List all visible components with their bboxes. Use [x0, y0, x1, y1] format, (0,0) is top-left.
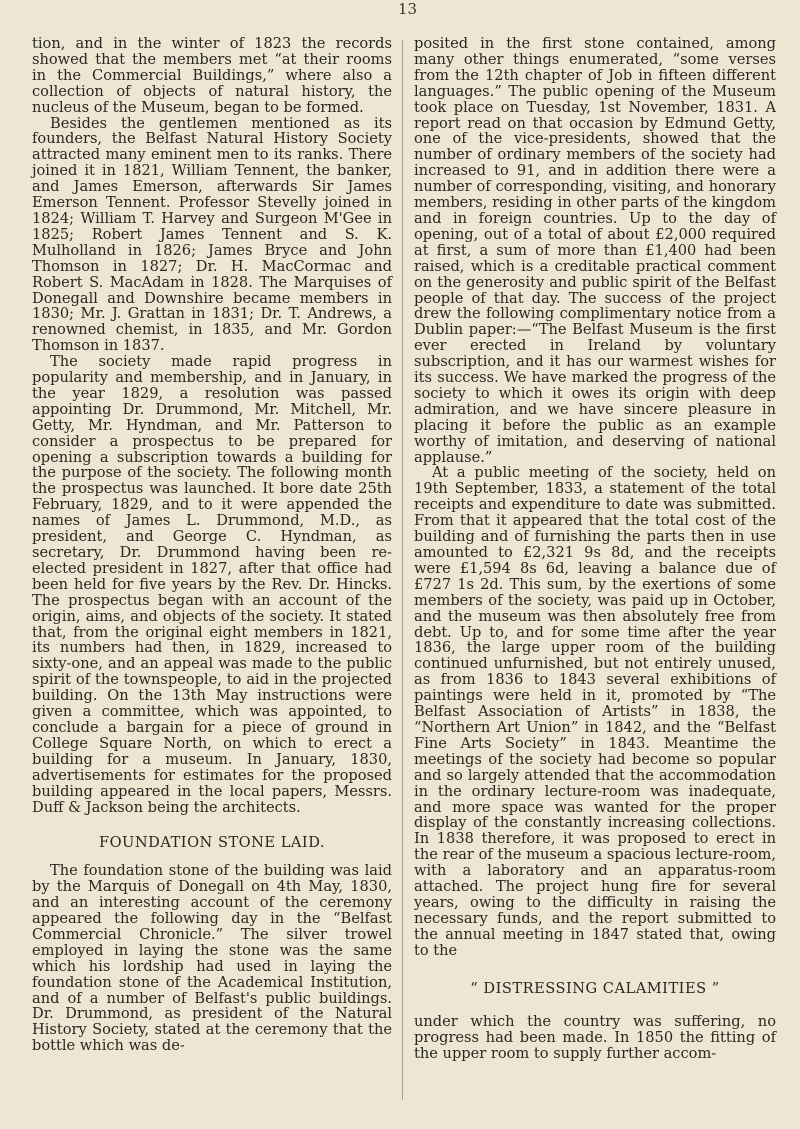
paragraph: tion, and in the winter of 1823 the records showed that the members met “at their rooms in the Commercial Buildings,” where also a collection of objects of natural history, the nucleus of the Museum, began to be formed.	[32, 35, 392, 116]
section-heading: “ DISTRESSING CALAMITIES ”	[470, 979, 720, 997]
column-divider	[402, 40, 403, 1100]
paragraph: The foundation stone of the building was laid by the Marquis of Donegall on 4th May, 1830, and an interesting account of the ceremony appeared the following day in the “Belfast Commercial Chronicle.” The silver trowel employed in laying the stone was the same which his lordship had used in laying the foundation stone of the Academical Institution, and of a number of Belfast's public buildings. Dr. Drummond, as president of the Natural History Society, stated at the ceremony that the bottle which was de-	[32, 862, 392, 1055]
page-number: 13	[398, 0, 418, 18]
paragraph: At a public meeting of the society, held on 19th September, 1833, a statement of the total receipts and expenditure to date was submitted. From that it appeared that the total cost of the building and of furnishing the parts then in use amounted to £2,321 9s 8d, and the receipts were £1,594 8s 6d, leaving a balance due of £727 1s 2d. This sum, by the exertions of some members of the society, was paid up in October, and the museum was then absolutely free from debt. Up to, and for some time after the year 1836, the large upper room of the building continued unfurnished, but not entirely unused, as from 1836 to 1843 several exhibitions of paintings were held in it, promoted by “The Belfast Association of Artists” in 1838, the “Northern Art Union” in 1842, and the “Belfast Fine Arts Society” in 1843. Meantime the meetings of the society had become so popular and so largely attended that the accommodation in the ordinary lecture-room was inadequate, and more space was wanted for the proper display of the constantly increasing collections. In 1838 therefore, it was proposed to erect in the rear of the museum a spacious lecture-room, with a laboratory and an apparatus-room attached. The project hung fire for several years, owing to the difficulty in raising the necessary funds, and the report submitted to the annual meeting in 1847 stated that, owing to the	[414, 464, 776, 959]
paragraph: under which the country was suffering, no progress had been made. In 1850 the fitting of the upper room to supply further accom-	[414, 1013, 776, 1063]
paragraph: Besides the gentlemen mentioned as its founders, the Belfast Natural History Society attracted many eminent men to its ranks. There joined it in 1821, William Tennent, the banker, and James Emerson, afterwards Sir James Emerson Tennent. Professor Stevelly joined in 1824; William T. Harvey and Surgeon M'Gee in 1825; Robert James Tennent and S. K. Mulholland in 1826; James Bryce and John Thomson in 1827; Dr. H. MacCormac and Robert S. MacAdam in 1828. The Marquises of Donegall and Downshire became members in 1830; Mr. J. Grattan in 1831; Dr. T. Andrews, a renowned chemist, in 1835, and Mr. Gordon Thomson in 1837.	[32, 114, 392, 355]
section-heading: FOUNDATION STONE LAID.	[98, 834, 326, 852]
right-column	[414, 36, 776, 1062]
paragraph: posited in the first stone contained, among many other things enumerated, “some verses from the 12th chapter of Job in fifteen different languages.” The public opening of the Museum took place on Tuesday, 1st November, 1831. A report read on that occasion by Edmund Getty, one of the vice-presidents, showed that the number of ordinary members of the society had increased to 91, and in addition there were a number of corresponding, visiting, and honorary members, residing in other parts of the kingdom and in foreign countries. Up to the day of opening, out of a total of about £2,000 required at first, a sum of more than £1,400 had been raised, which is a creditable practical comment on the generosity and public spirit of the Belfast people of that day. The success of the project drew the following complimentary notice from a Dublin paper:—“The Belfast Museum is the first ever erected in Ireland by voluntary subscription, and it has our warmest wishes for its success. We have marked the progress of the society to which it owes its origin with deep admiration, and we have sincere pleasure in placing it before the public as an example worthy of imitation, and deserving of national applause.”	[414, 35, 776, 466]
left-column	[32, 36, 392, 1054]
paragraph: The society made rapid progress in popularity and membership, and in January, in the year 1829, a resolution was passed appointing Dr. Drummond, Mr. Mitchell, Mr. Getty, Mr. Hyndman, and Mr. Patterson to consider a prospectus to be prepared for opening a subscription towards a building for the purpose of the society. The following month the prospectus was launched. It bore date 25th February, 1829, and to it were appended the names of James L. Drummond, M.D., as president, and George C. Hyndman, as secretary, Dr. Drummond having been re-elected president in 1827, after that office had been held for five years by the Rev. Dr. Hincks. The prospectus began with an account of the origin, aims, and objects of the society. It stated that, from the original eight members in 1821, its numbers had then, in 1829, increased to sixty-one, and an appeal was made to the public spirit of the townspeople, to aid in the projected building. On the 13th May instructions were given a committee, which was appointed, to conclude a bargain for a piece of ground in College Square North, on which to erect a building for a museum. In January, 1830, advertisements for estimates for the proposed building appeared in the local papers, Messrs. Duff & Jackson being the architects.	[32, 353, 392, 816]
